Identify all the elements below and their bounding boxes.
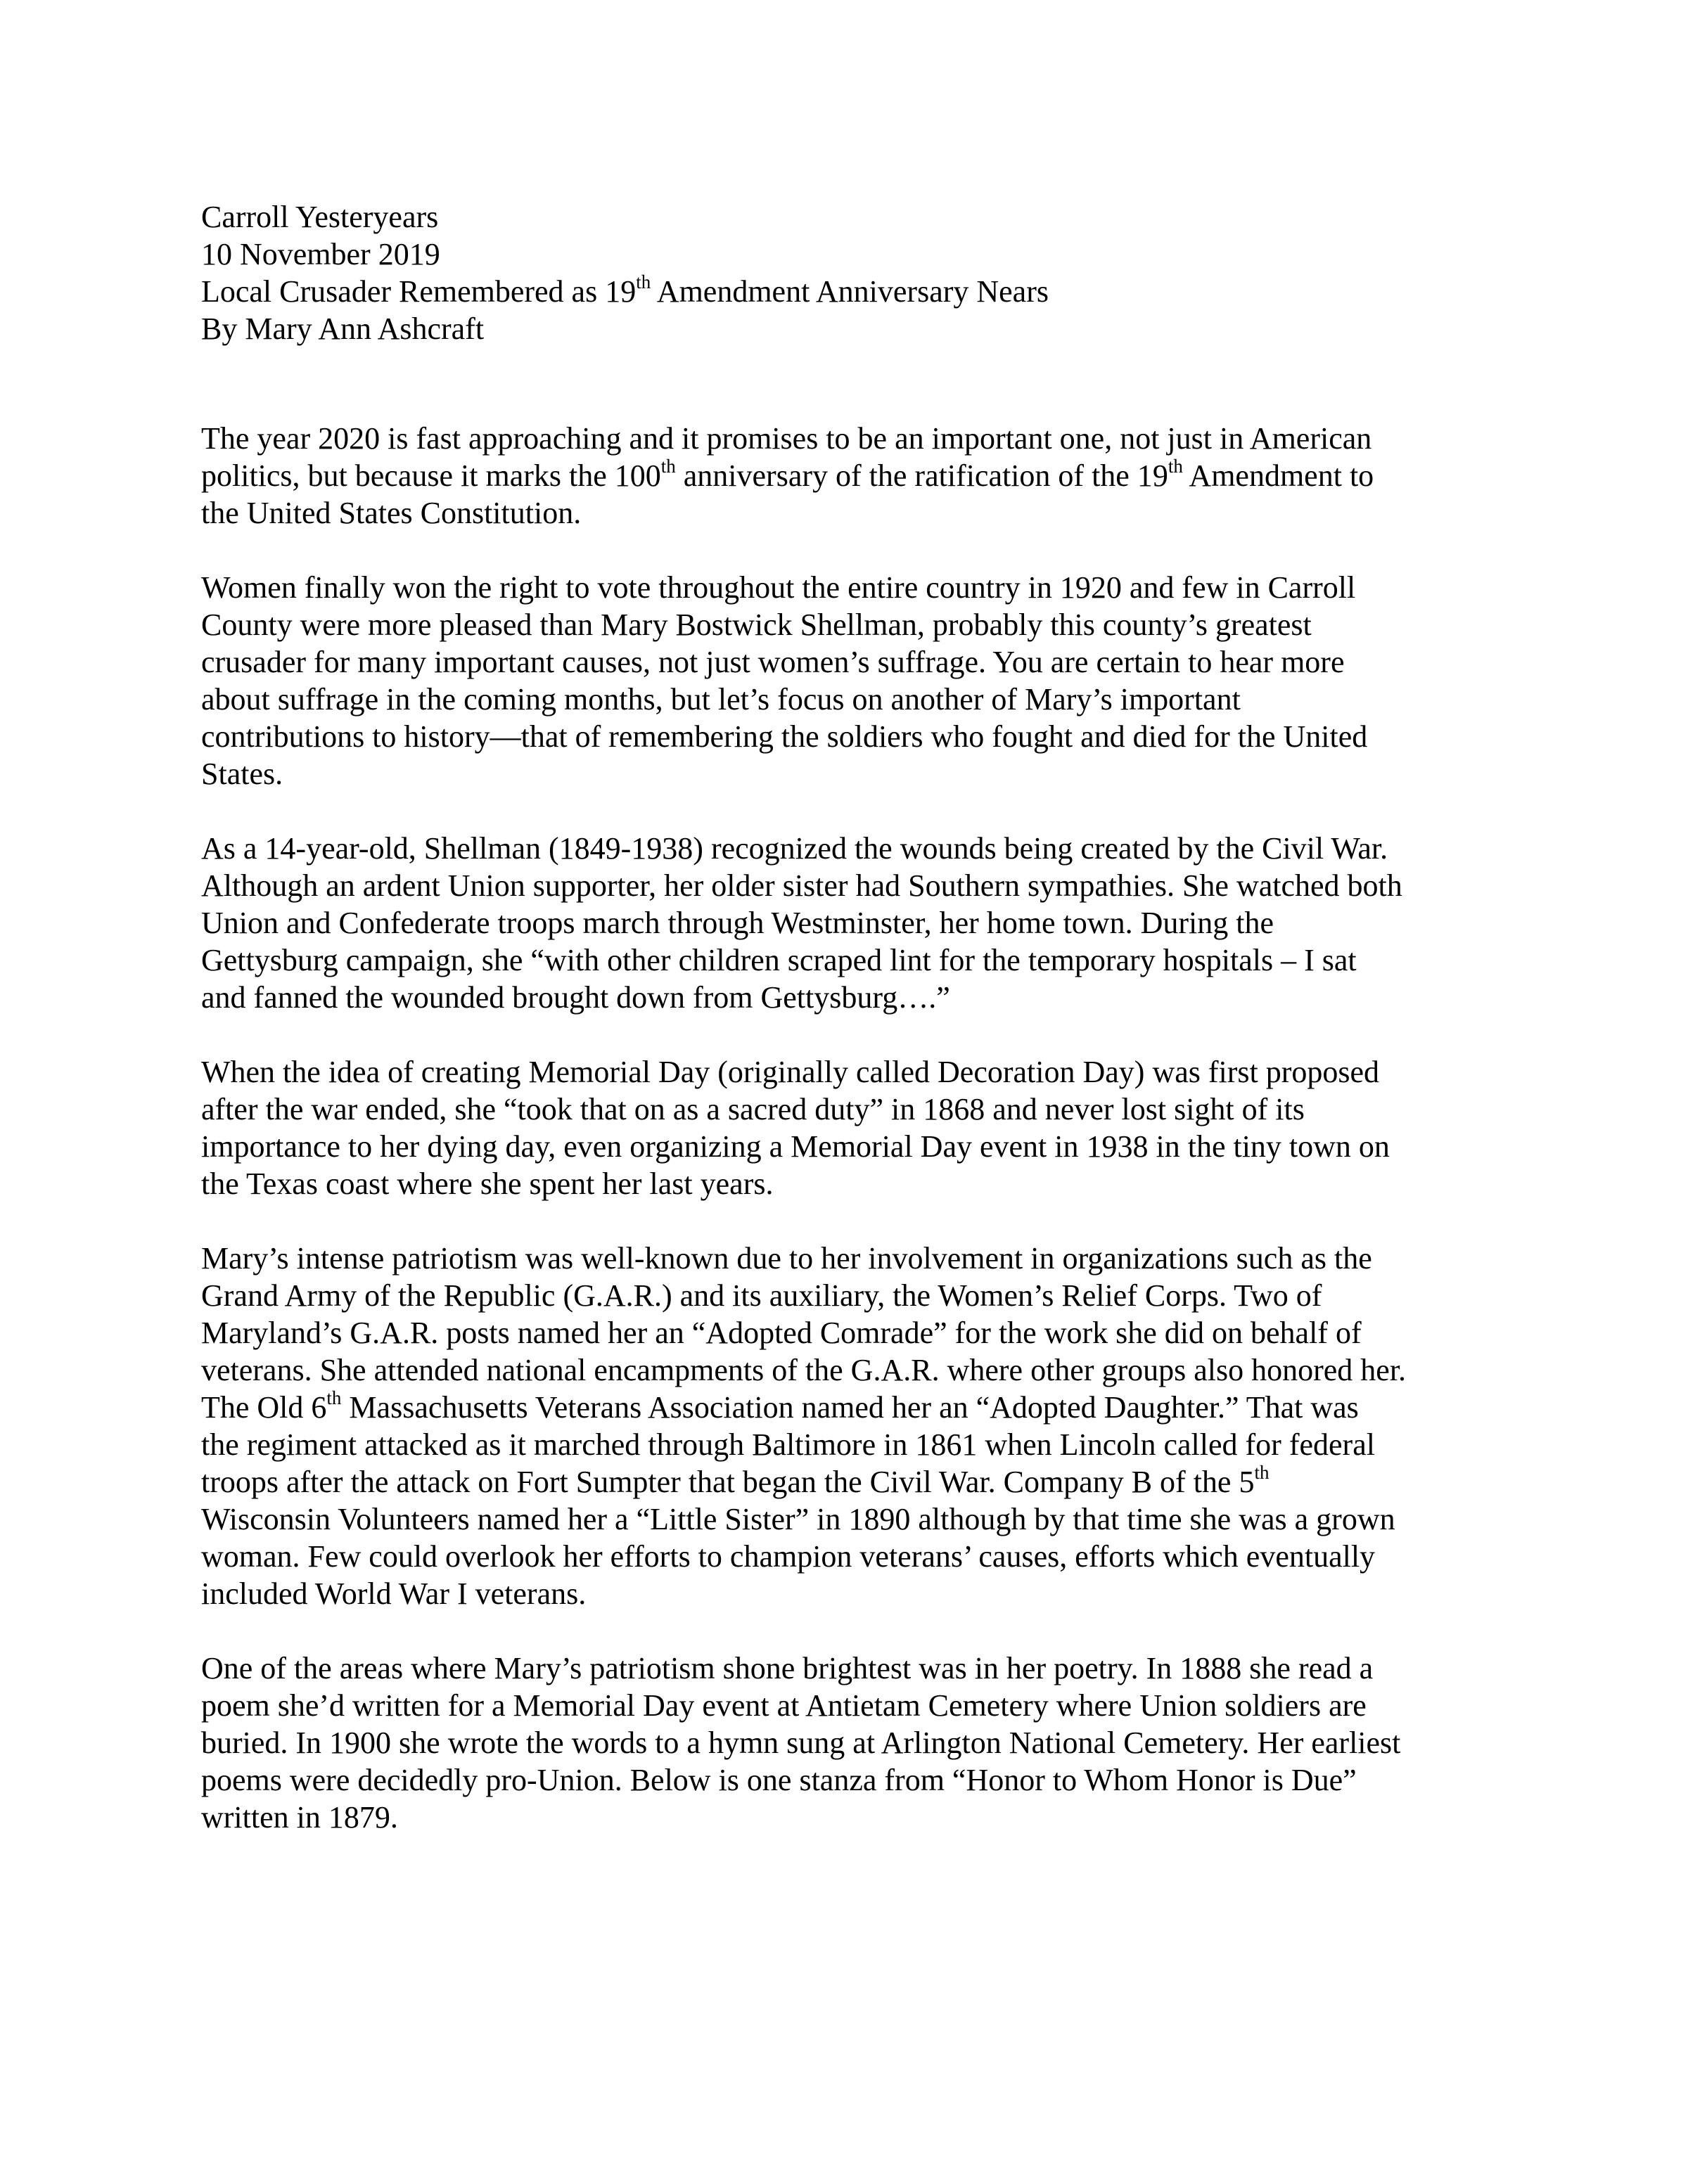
text-run: Wisconsin Volunteers named her a “Little Sister” in 1890 although by that time she was a grown [201,1502,1395,1536]
text-run: and fanned the wounded brought down from Gettysburg….” [201,980,950,1015]
text-line [201,1053,1509,1091]
text-line [201,1128,1509,1165]
article-paragraph [201,569,1509,792]
article-paragraph [201,1240,1509,1612]
article-date: 10 November 2019 [201,237,440,271]
text-run: One of the areas where Mary’s patriotism shone brightest was in her poetry. In 1888 she read a [201,1651,1374,1685]
column-name: Carroll Yesteryears [201,200,439,234]
article-paragraph [201,830,1509,1016]
text-run: Massachusetts Veterans Association named her an “Adopted Daughter.” That was [341,1390,1359,1425]
byline: By Mary Ann Ashcraft [201,311,485,346]
title-superscript: th [636,271,651,293]
text-run: the United States Constitution. [201,496,582,530]
text-run: poem she’d written for a Memorial Day event at Antietam Cemetery where Union soldiers are [201,1688,1367,1723]
text-line [201,718,1509,755]
text-line [201,1724,1509,1761]
text-line [201,1575,1509,1612]
text-run: veterans. She attended national encampments of the G.A.R. where other groups also honored her. [201,1353,1407,1387]
text-line [201,494,1509,532]
text-run: anniversary of the ratification of the 19 [675,458,1168,493]
text-line [201,979,1509,1016]
text-run: after the war ended, she “took that on as a sacred duty” in 1868 and never lost sight of its [201,1092,1305,1126]
superscript: th [1254,1462,1270,1484]
text-run: contributions to history—that of remembering the soldiers who fought and died for the United [201,719,1368,754]
text-run: When the idea of creating Memorial Day (originally called Decoration Day) was first proposed [201,1055,1380,1089]
text-run: buried. In 1900 she wrote the words to a hymn sung at Arlington National Cemetery. Her earliest [201,1726,1401,1760]
text-run: Although an ardent Union supporter, her older sister had Southern sympathies. She watched both [201,868,1402,903]
text-run: County were more pleased than Mary Bostwick Shellman, probably this county’s greatest [201,608,1312,642]
text-run: importance to her dying day, even organizing a Memorial Day event in 1938 in the tiny town on [201,1129,1390,1164]
text-run: troops after the attack on Fort Sumpter that began the Civil War. Company B of the 5 [201,1465,1255,1499]
text-run: Women finally won the right to vote throughout the entire country in 1920 and few in Carroll [201,570,1356,605]
text-run: about suffrage in the coming months, but let’s focus on another of Mary’s important [201,682,1241,717]
text-line [201,457,1509,494]
document-page [201,198,1509,1873]
text-line [201,606,1509,643]
article-paragraph [201,1053,1509,1202]
text-line [201,1799,1509,1836]
article-paragraph [201,1650,1509,1836]
text-line [201,1091,1509,1128]
text-run: Grand Army of the Republic (G.A.R.) and its auxiliary, the Women’s Relief Corps. Two of [201,1278,1322,1313]
article-paragraph [201,420,1509,532]
text-line [201,1277,1509,1314]
text-line [201,830,1509,867]
text-line [201,1501,1509,1538]
text-run: The Old 6 [201,1390,327,1425]
text-run: poems were decidedly pro-Union. Below is one stanza from “Honor to Whom Honor is Due” [201,1763,1357,1797]
text-line [201,1314,1509,1351]
text-run: States. [201,757,283,791]
text-line [201,1389,1509,1426]
text-line [201,1351,1509,1389]
text-run: Amendment to [1182,458,1374,493]
text-line [201,942,1509,979]
article-header [201,198,1509,347]
text-line [201,867,1509,904]
text-run: Gettysburg campaign, she “with other children scraped lint for the temporary hospitals – I sat [201,943,1357,977]
text-line [201,1650,1509,1687]
text-run: the regiment attacked as it marched through Baltimore in 1861 when Lincoln called for federal [201,1427,1375,1462]
text-line [201,904,1509,942]
superscript: th [660,456,676,477]
text-run: the Texas coast where she spent her last years. [201,1167,774,1201]
text-line [201,420,1509,457]
text-line [201,1463,1509,1501]
text-run: crusader for many important causes, not just women’s suffrage. You are certain to hear more [201,645,1345,679]
article-title [201,273,1509,310]
text-run: Mary’s intense patriotism was well-known due to her involvement in organizations such as the [201,1241,1372,1276]
text-line [201,755,1509,792]
text-line [201,1538,1509,1575]
superscript: th [1168,456,1183,477]
text-line [201,681,1509,718]
title-text-start: Local Crusader Remembered as 19 [201,274,637,309]
text-line [201,1240,1509,1277]
text-run: woman. Few could overlook her efforts to champion veterans’ causes, efforts which eventually [201,1539,1376,1574]
text-line [201,1761,1509,1799]
article-body [201,420,1509,1836]
text-run: As a 14-year-old, Shellman (1849-1938) recognized the wounds being created by the Civil War. [201,831,1388,866]
text-run: Union and Confederate troops march through Westminster, her home town. During the [201,906,1274,940]
text-line [201,1165,1509,1202]
superscript: th [326,1387,342,1409]
text-run: Maryland’s G.A.R. posts named her an “Adopted Comrade” for the work she did on behalf of [201,1316,1362,1350]
text-line [201,1687,1509,1724]
text-line [201,1426,1509,1463]
title-text-end: Amendment Anniversary Nears [651,274,1049,309]
text-run: written in 1879. [201,1800,398,1835]
text-line [201,569,1509,606]
text-run: politics, but because it marks the 100 [201,458,661,493]
text-run: included World War I veterans. [201,1576,587,1611]
text-line [201,643,1509,681]
text-run: The year 2020 is fast approaching and it promises to be an important one, not just in American [201,421,1372,456]
